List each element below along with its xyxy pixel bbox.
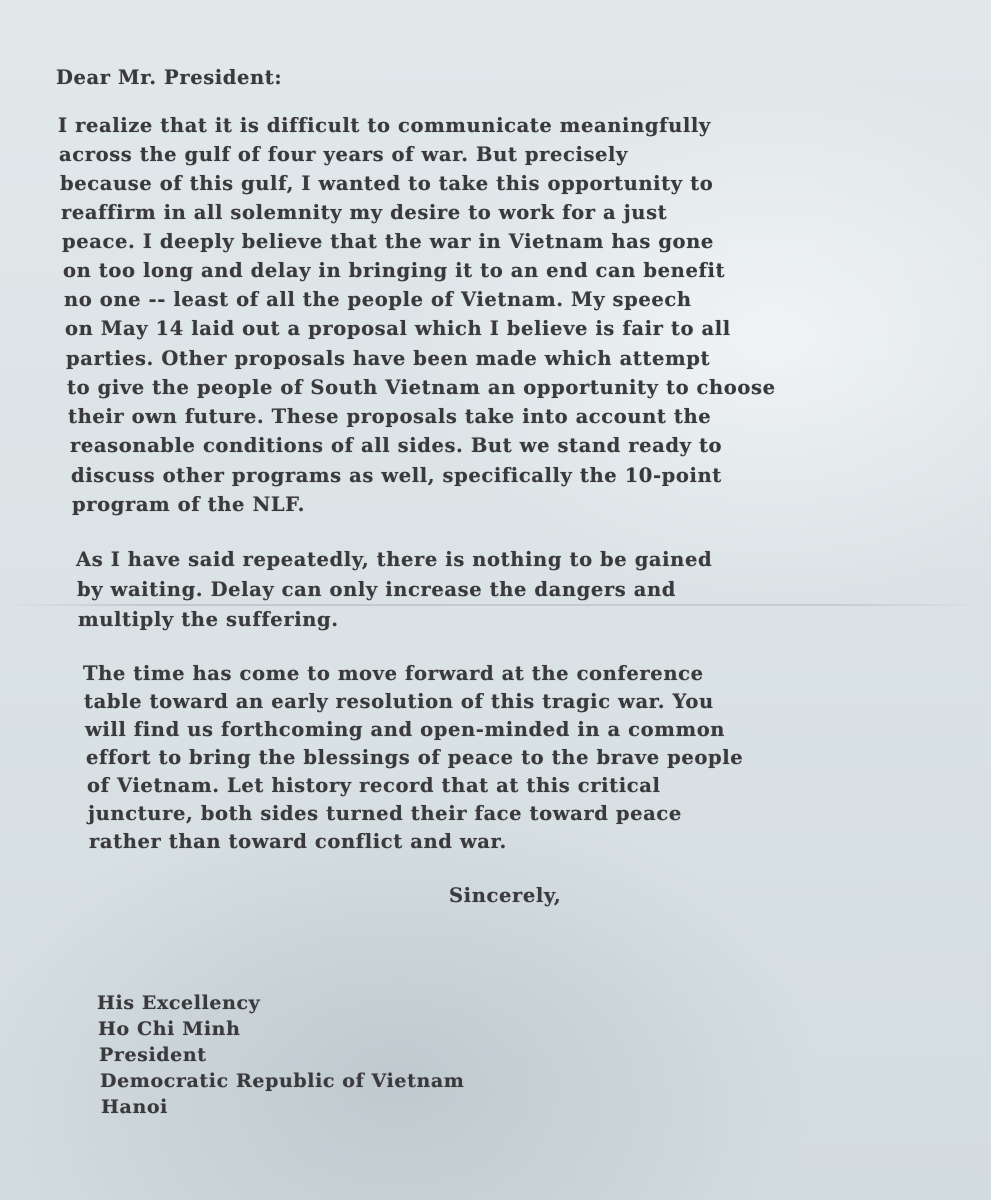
paragraph-1-line-5: peace. I deeply believe that the war in Vietnam has gone	[62, 230, 714, 253]
address-line-1: His Excellency	[97, 992, 261, 1014]
paragraph-3-line-2: table toward an early resolution of this tragic war. You	[84, 690, 714, 713]
paragraph-3-line-5: of Vietnam. Let history record that at this critical	[87, 774, 661, 797]
paragraph-1-line-13: discuss other programs as well, specifically the 10-point	[71, 464, 722, 487]
paragraph-1-line-2: across the gulf of four years of war. But precisely	[59, 143, 628, 166]
paragraph-1-line-6: on too long and delay in bringing it to an end can benefit	[63, 259, 726, 282]
paragraph-1-line-14: program of the NLF.	[72, 493, 306, 516]
paragraph-1-line-1: I realize that it is difficult to communicate meaningfully	[58, 114, 711, 137]
paragraph-3-line-1: The time has come to move forward at the conference	[83, 662, 704, 685]
paragraph-3-line-4: effort to bring the blessings of peace to the brave people	[86, 746, 744, 769]
paragraph-3-line-7: rather than toward conflict and war.	[89, 830, 507, 853]
paragraph-1-line-9: parties. Other proposals have been made which attempt	[66, 347, 711, 370]
closing: Sincerely,	[449, 884, 562, 907]
salutation: Dear Mr. President:	[56, 66, 283, 89]
paragraph-3-line-6: juncture, both sides turned their face toward peace	[88, 802, 682, 825]
paragraph-1-line-10: to give the people of South Vietnam an opportunity to choose	[67, 376, 776, 399]
paragraph-1-line-11: their own future. These proposals take into account the	[68, 405, 712, 428]
paragraph-1-line-8: on May 14 laid out a proposal which I believe is fair to all	[65, 317, 731, 340]
paragraph-2-line-2: by waiting. Delay can only increase the dangers and	[77, 578, 676, 601]
paragraph-2-line-1: As I have said repeatedly, there is nothing to be gained	[76, 548, 713, 571]
paragraph-1-line-12: reasonable conditions of all sides. But we stand ready to	[70, 434, 723, 457]
address-line-4: Democratic Republic of Vietnam	[100, 1070, 465, 1092]
address-line-5: Hanoi	[101, 1096, 168, 1118]
paragraph-1-line-7: no one -- least of all the people of Vietnam. My speech	[64, 288, 692, 311]
paragraph-3-line-3: will find us forthcoming and open-minded in a common	[85, 718, 726, 741]
paragraph-2-line-3: multiply the suffering.	[78, 608, 339, 631]
address-line-3: President	[99, 1044, 207, 1066]
paragraph-1-line-4: reaffirm in all solemnity my desire to work for a just	[61, 201, 668, 224]
paragraph-1-line-3: because of this gulf, I wanted to take this opportunity to	[60, 172, 714, 195]
address-line-2: Ho Chi Minh	[98, 1018, 241, 1040]
